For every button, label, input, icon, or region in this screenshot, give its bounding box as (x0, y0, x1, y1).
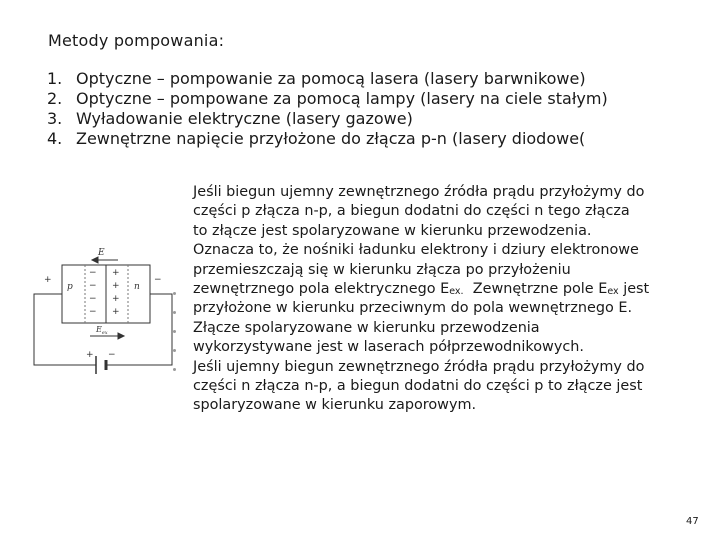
negative-charge: − (89, 268, 97, 278)
list-item-number: 1. (47, 69, 63, 88)
positive-charge: + (112, 268, 120, 278)
positive-terminal-sign: + (44, 275, 52, 285)
list-item-text: Wyładowanie elektryczne (lasery gazowe) (76, 109, 413, 128)
paragraph-line: spolaryzowane w kierunku zaporowym. (193, 397, 477, 414)
pn-junction-diagram (26, 240, 176, 375)
negative-charge: − (89, 294, 97, 304)
list-item (47, 89, 608, 109)
list-item-number: 2. (47, 89, 63, 108)
battery-plus-sign: + (86, 350, 94, 360)
paragraph-line: Jeśli biegun ujemny zewnętrznego źródła prądu przyłożymy do (193, 184, 645, 200)
list-item-number: 3. (47, 109, 63, 128)
n-region-label: n (134, 282, 140, 292)
paragraph-line: wykorzystywane jest w laserach półprzewodnikowych. (193, 339, 584, 356)
list-item (47, 109, 608, 129)
list-item (47, 129, 608, 149)
list-item-text: Optyczne – pompowane za pomocą lampy (lasery na ciele stałym) (76, 89, 608, 108)
paragraph-line: przyłożone w kierunku przeciwnym do pola wewnętrznego E. (193, 300, 633, 317)
internal-field-arrow (92, 257, 118, 263)
explanation-paragraph (193, 183, 718, 416)
negative-terminal-sign: − (154, 275, 162, 285)
page-number: 47 (686, 516, 699, 527)
battery-minus-sign: − (108, 350, 116, 360)
p-region-label: p (67, 282, 73, 292)
negative-charge: − (89, 281, 97, 291)
paragraph-line: Złącze spolaryzowane w kierunku przewodzenia (193, 319, 540, 336)
positive-charge: + (112, 281, 120, 291)
paragraph-line: Jeśli ujemny biegun zewnętrznego źródła prądu przyłożymy do (193, 358, 645, 375)
list-item-number: 4. (47, 129, 63, 148)
paragraph-line: części n złącza n-p, a biegun dodatni do części p to złącze jest (193, 378, 643, 395)
battery-icon (96, 356, 106, 374)
internal-field-label: E (98, 248, 105, 258)
list-item-text: Optyczne – pompowanie za pomocą lasera (lasery barwnikowe) (76, 69, 586, 88)
external-field-label: $E_{ex}$ (96, 325, 108, 336)
list-item-text: Zewnętrzne napięcie przyłożone do złącza p-n (lasery diodowe( (76, 129, 586, 148)
paragraph-line: przemieszczają się w kierunku złącza po przyłożeniu (193, 261, 571, 278)
paragraph-line: części p złącza n-p, a biegun dodatni do części n tego złącza (193, 203, 630, 220)
slide-heading: Metody pompowania: (48, 31, 225, 50)
paragraph-line: to złącze jest spolaryzowane w kierunku przewodzenia. (193, 222, 592, 239)
pumping-methods-list (47, 69, 608, 149)
paragraph-line: zewnętrznego pola elektrycznego $E_{ex.}$ Zewnętrzne pole $E_{ex}$ jest (193, 281, 650, 298)
bullet-markers (173, 292, 179, 384)
negative-charge: − (89, 307, 97, 317)
positive-charge: + (112, 307, 120, 317)
positive-charge: + (112, 294, 120, 304)
list-item (47, 69, 608, 89)
circuit-wire-right (106, 294, 172, 365)
paragraph-line: Oznacza to, że nośniki ładunku elektrony i dziury elektronowe (193, 242, 639, 259)
